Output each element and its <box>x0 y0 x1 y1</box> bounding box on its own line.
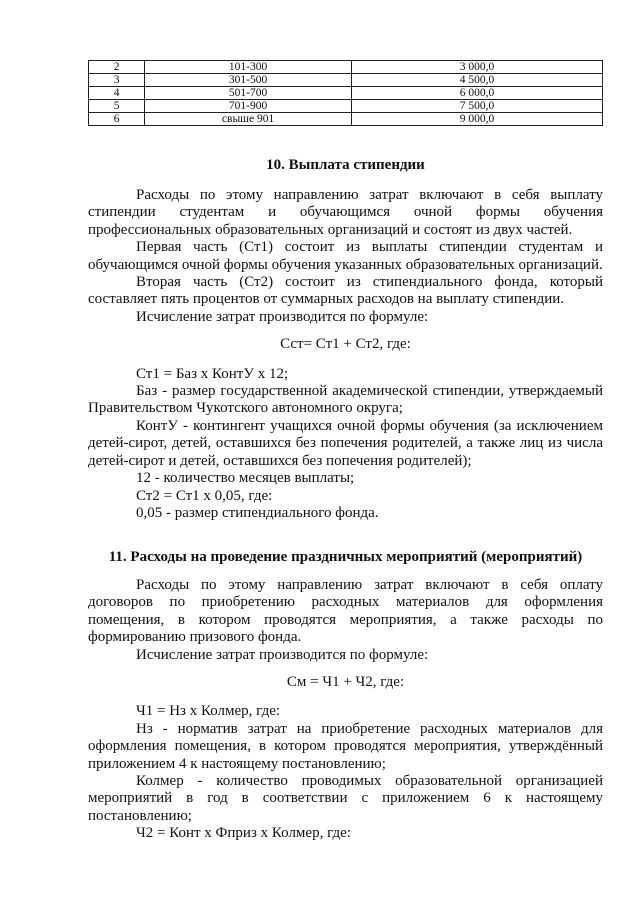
table-cell: 4 500,0 <box>352 74 603 87</box>
section-10-paragraph-3: Вторая часть (Ст2) состоит из стипендиального фонда, который составляет пять процентов от суммарных расходов на выплату стипендии. <box>88 274 603 308</box>
section-10-formula-line-1: Ст1 = Баз х КонтУ х 12; <box>136 365 289 382</box>
section-10-paragraph-4: Исчисление затрат производится по формуле: <box>136 308 429 325</box>
table-cell: 3 <box>89 74 145 87</box>
section-11-formula-line-4: Ч2 = Конт х Фприз х Колмер, где: <box>136 825 351 842</box>
section-11 <box>88 548 603 843</box>
section-10 <box>88 156 603 522</box>
table-cell: 101-300 <box>145 61 352 74</box>
section-10-paragraph-1: Расходы по этому направлению затрат включают в себя выплату стипендии студентам и обучающимся очной формы обучения профессиональных образовательных организаций и состоят из двух частей. <box>88 187 603 238</box>
table-cell: 6 000,0 <box>352 87 603 100</box>
section-11-formula-line-1: Ч1 = Нз х Колмер, где: <box>136 703 281 720</box>
section-11-title: 11. Расходы на проведение праздничных мероприятий (мероприятий) <box>108 549 583 565</box>
section-10-formula: Сст= Ст1 + Ст2, где: <box>280 336 411 353</box>
section-10-paragraph-2: Первая часть (Ст1) состоит из выплаты стипендии студентам и обучающимся очной формы обучения указанных образовательных организаций. <box>88 239 603 273</box>
table-cell: 501-700 <box>145 87 352 100</box>
section-11-formula: См = Ч1 + Ч2, где: <box>286 674 405 691</box>
table-cell: 301-500 <box>145 74 352 87</box>
table-row <box>89 61 603 74</box>
section-10-formula-line-3: КонтУ - контингент учащихся очной формы обучения (за исключением детей-сирот, детей, оставшихся без попечения родителей, а также лиц из числа детей-сирот и детей, оставшихся без попечения родителей); <box>88 417 603 469</box>
rates-table <box>88 60 603 126</box>
section-10-formula-line-6: 0,05 - размер стипендиального фонда. <box>136 504 379 521</box>
table-row <box>89 100 603 113</box>
table-row <box>89 87 603 100</box>
table-cell: 4 <box>89 87 145 100</box>
section-10-formula-line-2: Баз - размер государственной академической стипендии, утверждаемый Правительством Чукотского автономного округа; <box>88 383 603 417</box>
section-10-title: 10. Выплата стипендии <box>266 157 425 173</box>
table-cell: 3 000,0 <box>352 61 603 74</box>
table-row <box>89 113 603 126</box>
table-cell: 6 <box>89 113 145 126</box>
table-row <box>89 74 603 87</box>
section-10-formula-line-5: Ст2 = Ст1 х 0,05, где: <box>136 487 273 504</box>
table-cell: 701-900 <box>145 100 352 113</box>
section-11-paragraph-2: Исчисление затрат производится по формуле: <box>136 646 429 663</box>
table-cell: свыше 901 <box>145 113 352 126</box>
table-cell: 9 000,0 <box>352 113 603 126</box>
section-11-paragraph-1: Расходы по этому направлению затрат включают в себя оплату договоров по приобретению расходных материалов для оформления помещения, в котором проводятся мероприятия, а также расходы по формированию призового фонда. <box>88 577 603 646</box>
section-10-formula-line-4: 12 - количество месяцев выплаты; <box>136 470 355 487</box>
table-cell: 2 <box>89 61 145 74</box>
table-cell: 7 500,0 <box>352 100 603 113</box>
section-11-formula-line-3: Колмер - количество проводимых образовательной организацией мероприятий в год в соответствии с приложением 6 к настоящему постановлению; <box>88 773 603 824</box>
section-11-formula-line-2: Нз - норматив затрат на приобретение расходных материалов для оформления помещения, в котором проводятся мероприятия, утверждённый приложением 4 к настоящему постановлению; <box>88 720 603 772</box>
table-cell: 5 <box>89 100 145 113</box>
